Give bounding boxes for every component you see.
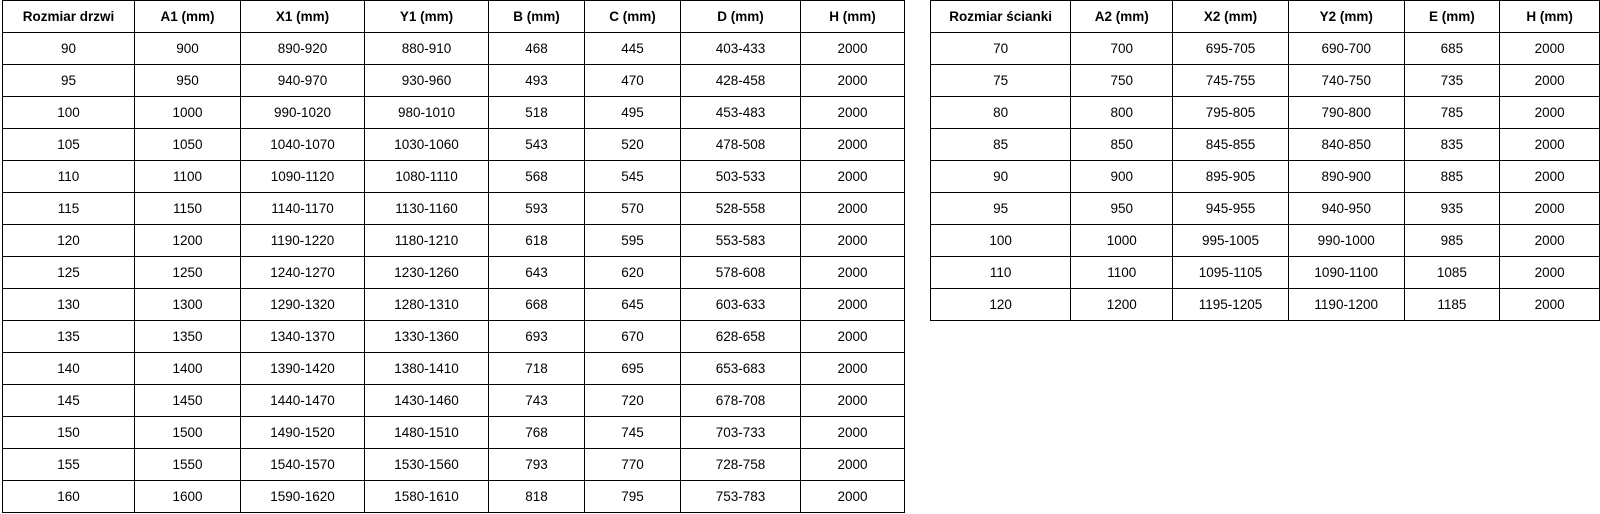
doors-cell: 528-558 xyxy=(681,193,801,225)
doors-cell: 493 xyxy=(489,65,585,97)
doors-cell: 1250 xyxy=(135,257,241,289)
doors-cell: 2000 xyxy=(801,353,905,385)
table-row xyxy=(931,97,1600,129)
walls-cell: 895-905 xyxy=(1173,161,1289,193)
walls-cell: 95 xyxy=(931,193,1071,225)
doors-cell: 793 xyxy=(489,449,585,481)
walls-cell: 690-700 xyxy=(1288,33,1404,65)
doors-cell: 155 xyxy=(3,449,135,481)
table-row xyxy=(3,257,905,289)
doors-cell: 770 xyxy=(585,449,681,481)
walls-table-header xyxy=(931,1,1600,33)
doors-cell: 1030-1060 xyxy=(365,129,489,161)
doors-cell: 150 xyxy=(3,417,135,449)
walls-cell: 2000 xyxy=(1500,97,1600,129)
doors-cell: 1040-1070 xyxy=(241,129,365,161)
walls-cell: 85 xyxy=(931,129,1071,161)
doors-cell: 95 xyxy=(3,65,135,97)
doors-cell: 1300 xyxy=(135,289,241,321)
walls-dimensions-table xyxy=(930,0,1600,321)
doors-cell: 2000 xyxy=(801,161,905,193)
doors-cell: 1590-1620 xyxy=(241,481,365,513)
doors-cell: 1440-1470 xyxy=(241,385,365,417)
doors-cell: 593 xyxy=(489,193,585,225)
walls-cell: 2000 xyxy=(1500,129,1600,161)
doors-cell: 1280-1310 xyxy=(365,289,489,321)
walls-cell: 75 xyxy=(931,65,1071,97)
walls-cell: 1085 xyxy=(1404,257,1500,289)
doors-dimensions-table xyxy=(2,0,905,513)
doors-cell: 1080-1110 xyxy=(365,161,489,193)
doors-cell: 678-708 xyxy=(681,385,801,417)
walls-cell: 850 xyxy=(1071,129,1173,161)
doors-cell: 1480-1510 xyxy=(365,417,489,449)
table-row xyxy=(931,161,1600,193)
walls-cell: 750 xyxy=(1071,65,1173,97)
doors-cell: 653-683 xyxy=(681,353,801,385)
doors-cell: 950 xyxy=(135,65,241,97)
walls-cell: 995-1005 xyxy=(1173,225,1289,257)
doors-cell: 520 xyxy=(585,129,681,161)
doors-cell: 445 xyxy=(585,33,681,65)
doors-cell: 1400 xyxy=(135,353,241,385)
walls-cell: 1090-1100 xyxy=(1288,257,1404,289)
walls-cell: 2000 xyxy=(1500,257,1600,289)
table-row xyxy=(931,257,1600,289)
doors-cell: 1430-1460 xyxy=(365,385,489,417)
table-row xyxy=(931,193,1600,225)
doors-cell: 1230-1260 xyxy=(365,257,489,289)
doors-cell: 2000 xyxy=(801,321,905,353)
doors-cell: 545 xyxy=(585,161,681,193)
doors-cell: 1380-1410 xyxy=(365,353,489,385)
doors-cell: 1500 xyxy=(135,417,241,449)
walls-column-header: X2 (mm) xyxy=(1173,1,1289,33)
doors-cell: 940-970 xyxy=(241,65,365,97)
doors-cell: 503-533 xyxy=(681,161,801,193)
doors-cell: 1330-1360 xyxy=(365,321,489,353)
walls-cell: 700 xyxy=(1071,33,1173,65)
table-row xyxy=(3,417,905,449)
walls-cell: 945-955 xyxy=(1173,193,1289,225)
doors-cell: 115 xyxy=(3,193,135,225)
doors-cell: 428-458 xyxy=(681,65,801,97)
walls-cell: 70 xyxy=(931,33,1071,65)
doors-cell: 518 xyxy=(489,97,585,129)
doors-cell: 618 xyxy=(489,225,585,257)
table-header-row xyxy=(931,1,1600,33)
doors-cell: 470 xyxy=(585,65,681,97)
doors-cell: 1050 xyxy=(135,129,241,161)
doors-cell: 570 xyxy=(585,193,681,225)
walls-cell: 835 xyxy=(1404,129,1500,161)
doors-cell: 645 xyxy=(585,289,681,321)
doors-cell: 495 xyxy=(585,97,681,129)
doors-cell: 543 xyxy=(489,129,585,161)
doors-cell: 568 xyxy=(489,161,585,193)
doors-cell: 135 xyxy=(3,321,135,353)
walls-cell: 1185 xyxy=(1404,289,1500,321)
table-row xyxy=(931,129,1600,161)
walls-cell: 695-705 xyxy=(1173,33,1289,65)
doors-cell: 2000 xyxy=(801,129,905,161)
doors-table-header xyxy=(3,1,905,33)
doors-cell: 795 xyxy=(585,481,681,513)
doors-cell: 2000 xyxy=(801,33,905,65)
doors-cell: 130 xyxy=(3,289,135,321)
doors-cell: 980-1010 xyxy=(365,97,489,129)
doors-cell: 703-733 xyxy=(681,417,801,449)
doors-cell: 403-433 xyxy=(681,33,801,65)
doors-cell: 668 xyxy=(489,289,585,321)
doors-cell: 2000 xyxy=(801,65,905,97)
table-row xyxy=(3,33,905,65)
walls-cell: 885 xyxy=(1404,161,1500,193)
table-row xyxy=(3,449,905,481)
doors-cell: 818 xyxy=(489,481,585,513)
doors-cell: 890-920 xyxy=(241,33,365,65)
doors-cell: 695 xyxy=(585,353,681,385)
walls-cell: 785 xyxy=(1404,97,1500,129)
doors-cell: 100 xyxy=(3,97,135,129)
doors-cell: 1600 xyxy=(135,481,241,513)
doors-cell: 1190-1220 xyxy=(241,225,365,257)
walls-cell: 100 xyxy=(931,225,1071,257)
doors-cell: 105 xyxy=(3,129,135,161)
walls-cell: 900 xyxy=(1071,161,1173,193)
doors-cell: 1390-1420 xyxy=(241,353,365,385)
doors-cell: 670 xyxy=(585,321,681,353)
doors-cell: 1450 xyxy=(135,385,241,417)
walls-cell: 935 xyxy=(1404,193,1500,225)
walls-cell: 120 xyxy=(931,289,1071,321)
walls-column-header: Rozmiar ścianki xyxy=(931,1,1071,33)
doors-cell: 728-758 xyxy=(681,449,801,481)
doors-column-header: H (mm) xyxy=(801,1,905,33)
walls-cell: 800 xyxy=(1071,97,1173,129)
walls-cell: 1100 xyxy=(1071,257,1173,289)
doors-cell: 880-910 xyxy=(365,33,489,65)
table-row xyxy=(931,65,1600,97)
table-row xyxy=(3,129,905,161)
table-row xyxy=(3,353,905,385)
doors-cell: 620 xyxy=(585,257,681,289)
table-row xyxy=(3,161,905,193)
walls-cell: 2000 xyxy=(1500,65,1600,97)
doors-cell: 1350 xyxy=(135,321,241,353)
doors-cell: 1340-1370 xyxy=(241,321,365,353)
doors-cell: 2000 xyxy=(801,257,905,289)
doors-cell: 120 xyxy=(3,225,135,257)
doors-cell: 2000 xyxy=(801,481,905,513)
walls-table-body xyxy=(931,33,1600,321)
doors-cell: 110 xyxy=(3,161,135,193)
doors-cell: 743 xyxy=(489,385,585,417)
doors-cell: 990-1020 xyxy=(241,97,365,129)
doors-cell: 2000 xyxy=(801,289,905,321)
walls-cell: 990-1000 xyxy=(1288,225,1404,257)
walls-cell: 2000 xyxy=(1500,193,1600,225)
walls-cell: 985 xyxy=(1404,225,1500,257)
doors-dimensions-table-container xyxy=(2,0,905,513)
doors-cell: 140 xyxy=(3,353,135,385)
table-row xyxy=(931,225,1600,257)
walls-cell: 110 xyxy=(931,257,1071,289)
doors-column-header: A1 (mm) xyxy=(135,1,241,33)
table-row xyxy=(3,289,905,321)
walls-cell: 740-750 xyxy=(1288,65,1404,97)
doors-cell: 1140-1170 xyxy=(241,193,365,225)
doors-cell: 2000 xyxy=(801,193,905,225)
doors-cell: 900 xyxy=(135,33,241,65)
doors-column-header: B (mm) xyxy=(489,1,585,33)
walls-cell: 2000 xyxy=(1500,225,1600,257)
walls-cell: 795-805 xyxy=(1173,97,1289,129)
walls-cell: 90 xyxy=(931,161,1071,193)
doors-cell: 1530-1560 xyxy=(365,449,489,481)
doors-cell: 160 xyxy=(3,481,135,513)
walls-cell: 845-855 xyxy=(1173,129,1289,161)
walls-cell: 1095-1105 xyxy=(1173,257,1289,289)
doors-cell: 693 xyxy=(489,321,585,353)
doors-cell: 628-658 xyxy=(681,321,801,353)
doors-table-body xyxy=(3,33,905,513)
walls-cell: 2000 xyxy=(1500,33,1600,65)
doors-cell: 1090-1120 xyxy=(241,161,365,193)
table-row xyxy=(3,97,905,129)
walls-cell: 1195-1205 xyxy=(1173,289,1289,321)
walls-cell: 940-950 xyxy=(1288,193,1404,225)
doors-cell: 1580-1610 xyxy=(365,481,489,513)
walls-dimensions-table-container xyxy=(930,0,1600,321)
walls-column-header: A2 (mm) xyxy=(1071,1,1173,33)
walls-cell: 735 xyxy=(1404,65,1500,97)
doors-cell: 125 xyxy=(3,257,135,289)
doors-column-header: X1 (mm) xyxy=(241,1,365,33)
doors-cell: 2000 xyxy=(801,225,905,257)
doors-cell: 1540-1570 xyxy=(241,449,365,481)
doors-cell: 595 xyxy=(585,225,681,257)
doors-cell: 1000 xyxy=(135,97,241,129)
walls-cell: 2000 xyxy=(1500,161,1600,193)
doors-cell: 578-608 xyxy=(681,257,801,289)
doors-column-header: Rozmiar drzwi xyxy=(3,1,135,33)
doors-cell: 1550 xyxy=(135,449,241,481)
walls-column-header: Y2 (mm) xyxy=(1288,1,1404,33)
doors-cell: 745 xyxy=(585,417,681,449)
walls-cell: 790-800 xyxy=(1288,97,1404,129)
doors-cell: 145 xyxy=(3,385,135,417)
doors-cell: 2000 xyxy=(801,385,905,417)
table-row xyxy=(3,385,905,417)
walls-cell: 2000 xyxy=(1500,289,1600,321)
doors-cell: 718 xyxy=(489,353,585,385)
walls-cell: 685 xyxy=(1404,33,1500,65)
walls-cell: 80 xyxy=(931,97,1071,129)
doors-cell: 553-583 xyxy=(681,225,801,257)
table-header-row xyxy=(3,1,905,33)
table-row xyxy=(3,225,905,257)
doors-cell: 2000 xyxy=(801,97,905,129)
doors-column-header: Y1 (mm) xyxy=(365,1,489,33)
doors-cell: 2000 xyxy=(801,417,905,449)
walls-column-header: E (mm) xyxy=(1404,1,1500,33)
table-row xyxy=(3,65,905,97)
walls-cell: 840-850 xyxy=(1288,129,1404,161)
walls-cell: 1000 xyxy=(1071,225,1173,257)
doors-cell: 1490-1520 xyxy=(241,417,365,449)
doors-cell: 1130-1160 xyxy=(365,193,489,225)
table-row xyxy=(3,193,905,225)
doors-cell: 453-483 xyxy=(681,97,801,129)
doors-cell: 753-783 xyxy=(681,481,801,513)
walls-cell: 950 xyxy=(1071,193,1173,225)
doors-cell: 1150 xyxy=(135,193,241,225)
walls-column-header: H (mm) xyxy=(1500,1,1600,33)
table-row xyxy=(931,289,1600,321)
table-row xyxy=(3,321,905,353)
doors-cell: 1290-1320 xyxy=(241,289,365,321)
doors-cell: 643 xyxy=(489,257,585,289)
doors-column-header: C (mm) xyxy=(585,1,681,33)
doors-cell: 768 xyxy=(489,417,585,449)
table-row xyxy=(931,33,1600,65)
doors-cell: 1180-1210 xyxy=(365,225,489,257)
doors-cell: 603-633 xyxy=(681,289,801,321)
doors-cell: 720 xyxy=(585,385,681,417)
doors-cell: 90 xyxy=(3,33,135,65)
doors-cell: 2000 xyxy=(801,449,905,481)
walls-cell: 890-900 xyxy=(1288,161,1404,193)
walls-cell: 745-755 xyxy=(1173,65,1289,97)
doors-column-header: D (mm) xyxy=(681,1,801,33)
doors-cell: 1200 xyxy=(135,225,241,257)
walls-cell: 1190-1200 xyxy=(1288,289,1404,321)
doors-cell: 1240-1270 xyxy=(241,257,365,289)
doors-cell: 478-508 xyxy=(681,129,801,161)
table-row xyxy=(3,481,905,513)
doors-cell: 930-960 xyxy=(365,65,489,97)
doors-cell: 1100 xyxy=(135,161,241,193)
doors-cell: 468 xyxy=(489,33,585,65)
walls-cell: 1200 xyxy=(1071,289,1173,321)
